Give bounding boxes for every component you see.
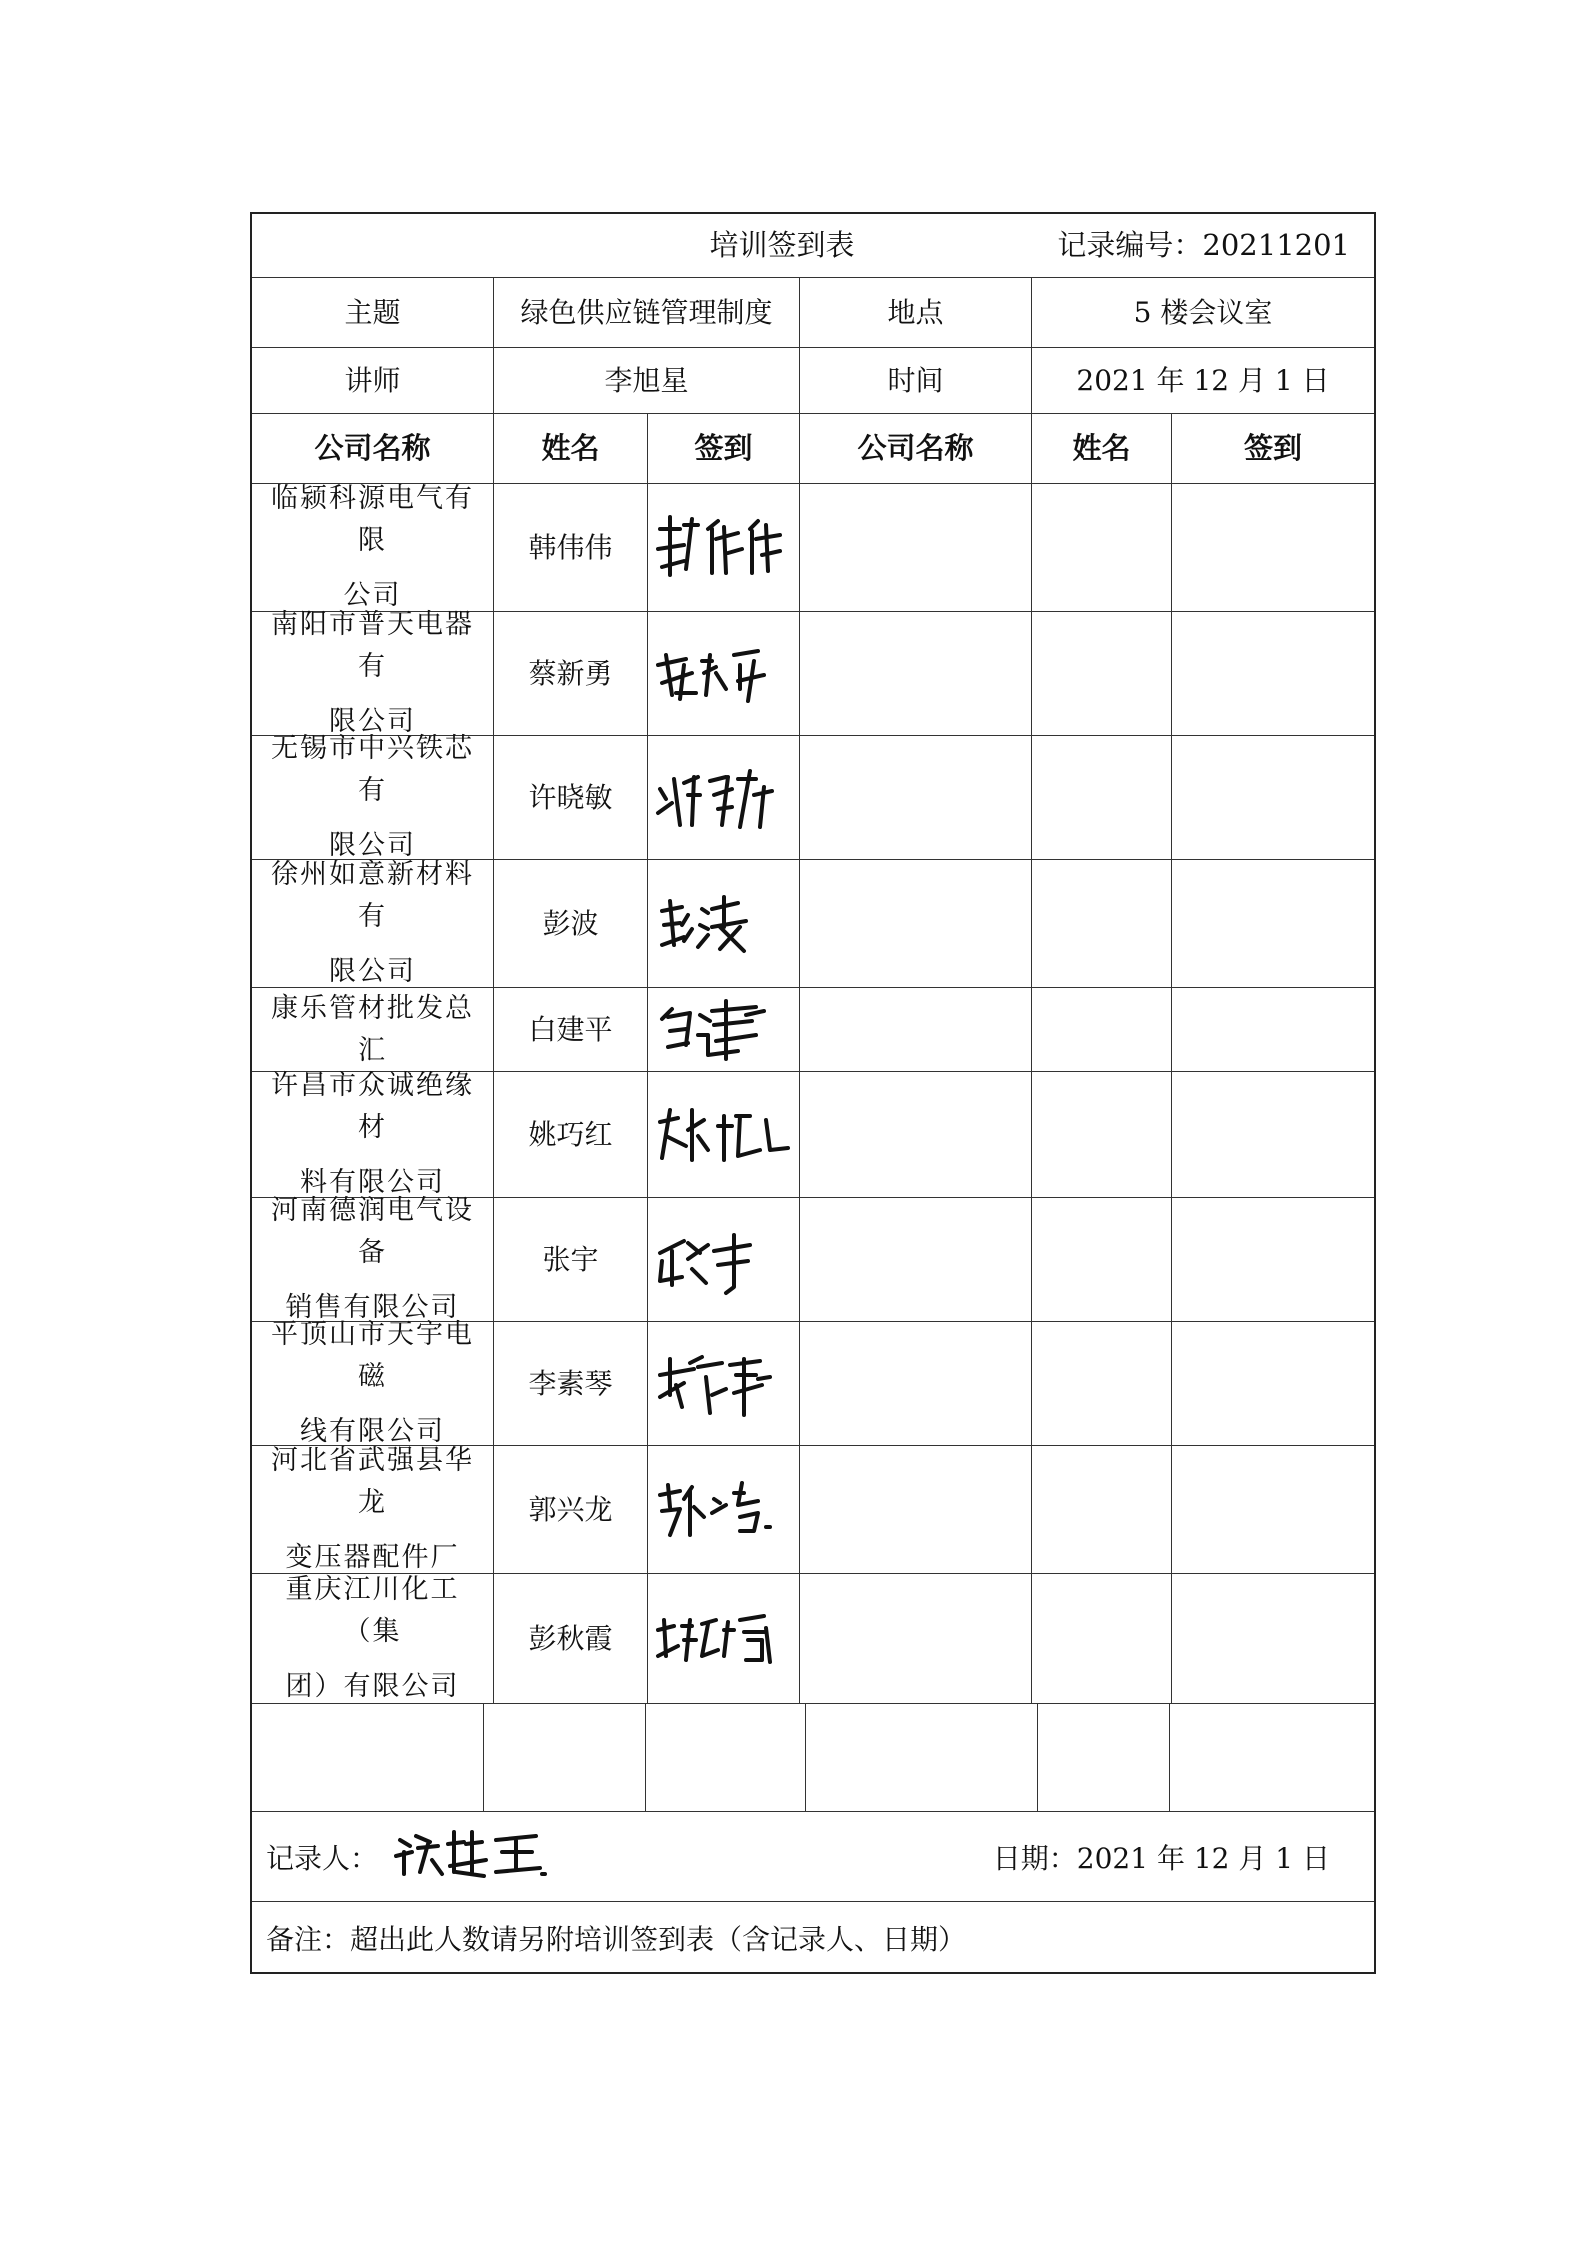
attendee-name: 姚巧红	[494, 1072, 648, 1197]
empty-cell	[1172, 1574, 1374, 1703]
attendee-signature	[648, 736, 800, 859]
col-sign-right: 签到	[1243, 431, 1302, 466]
col-company-left: 公司名称	[252, 414, 494, 483]
company-name-line1: 南阳市普天电器有	[271, 608, 474, 682]
time-value: 2021 年 12 月 1 日	[1076, 363, 1330, 397]
company-name-line1: 河南德润电气设备	[271, 1194, 474, 1268]
company-name	[252, 1446, 494, 1573]
col-sign-left: 签到	[648, 414, 800, 483]
attendee-row	[252, 1446, 1374, 1574]
signature-drawing	[654, 1471, 794, 1549]
attendee-name: 李素琴	[494, 1322, 648, 1445]
company-name-line2: 销售有限公司	[285, 1292, 460, 1324]
company-name-line2: 变压器配件厂	[285, 1542, 460, 1574]
attendee-name: 郭兴龙	[494, 1446, 648, 1573]
empty-cell	[1172, 1446, 1374, 1573]
empty-cell	[800, 612, 1032, 735]
lecturer-label: 讲师	[252, 348, 494, 413]
signature-drawing	[654, 1221, 794, 1299]
attendee-row	[252, 484, 1374, 612]
signature-drawing	[654, 991, 794, 1069]
attendee-name: 张宇	[494, 1198, 648, 1321]
empty-cell	[1032, 1198, 1172, 1321]
company-name	[252, 1318, 494, 1448]
company-name	[252, 1194, 494, 1324]
note-row	[252, 1902, 1374, 1974]
company-name-line1: 康乐管材批发总汇	[271, 992, 474, 1066]
company-name	[252, 732, 494, 862]
attendee-row	[252, 608, 1374, 738]
attendee-signature	[648, 1322, 800, 1445]
company-name-line1: 河北省武强县华龙	[271, 1444, 474, 1518]
signature-drawing	[654, 1096, 794, 1174]
lecturer-value: 李旭星	[494, 348, 800, 413]
attendee-name: 彭秋霞	[494, 1574, 648, 1703]
empty-cell	[800, 988, 1032, 1071]
empty-cell	[1032, 860, 1172, 987]
recorder-label: 记录人：	[266, 1841, 379, 1875]
attendee-row	[252, 860, 1374, 988]
company-name-line1: 徐州如意新材料有	[271, 858, 474, 932]
empty-cell	[800, 1072, 1032, 1197]
company-name	[252, 860, 494, 987]
record-number: 记录编号：20211201	[1057, 228, 1350, 263]
company-name-line1: 许昌市众诚绝缘材	[271, 1069, 474, 1143]
attendee-row	[252, 1194, 1374, 1324]
empty-cell	[1172, 1198, 1374, 1321]
company-name-line1: 重庆江川化工（集	[285, 1573, 460, 1647]
topic-label: 主题	[252, 278, 494, 347]
attendee-row	[252, 1318, 1374, 1448]
empty-cell	[1172, 860, 1374, 987]
empty-cell	[1172, 484, 1374, 611]
company-name-line2: 限公司	[329, 956, 416, 988]
company-name	[252, 484, 494, 611]
company-name-line1: 无锡市中兴铁芯有	[271, 732, 474, 806]
company-name-line1: 临颍科源电气有限	[271, 482, 474, 556]
attendee-signature	[648, 612, 800, 735]
attendee-signature	[648, 1446, 800, 1573]
empty-cell	[1032, 988, 1172, 1071]
location-label: 地点	[800, 278, 1032, 347]
company-name-line2: 限公司	[329, 830, 416, 862]
company-name-line2: 公司	[343, 580, 402, 612]
attendee-row	[252, 988, 1374, 1072]
attendee-signature	[648, 1198, 800, 1321]
signature-drawing	[654, 885, 794, 963]
empty-cell	[800, 484, 1032, 611]
attendee-signature	[648, 1574, 800, 1703]
company-name	[252, 1574, 494, 1703]
attendee-name: 蔡新勇	[494, 612, 648, 735]
attendee-name: 许晓敏	[494, 736, 648, 859]
signature-drawing	[654, 509, 794, 587]
empty-cell	[1032, 612, 1172, 735]
signature-drawing	[654, 759, 794, 837]
signature-drawing	[654, 1600, 794, 1678]
sheet-title: 培训签到表	[709, 228, 855, 263]
company-name-line1: 平顶山市天宇电磁	[271, 1318, 474, 1392]
company-name-line2: 料有限公司	[300, 1167, 445, 1199]
company-name	[252, 608, 494, 738]
empty-cell	[1032, 484, 1172, 611]
attendee-name: 韩伟伟	[494, 484, 648, 611]
attendee-name: 白建平	[494, 988, 648, 1071]
empty-row	[252, 1704, 1374, 1812]
empty-cell	[800, 1446, 1032, 1573]
empty-cell	[800, 1322, 1032, 1445]
col-name-left: 姓名	[494, 414, 648, 483]
record-date: 日期：2021 年 12 月 1 日	[992, 1841, 1330, 1875]
company-name-line2: 团）有限公司	[285, 1671, 460, 1703]
recorder-signature	[392, 1822, 552, 1890]
empty-cell	[800, 736, 1032, 859]
attendee-row	[252, 732, 1374, 862]
empty-cell	[1032, 1446, 1172, 1573]
attendee-signature	[648, 1072, 800, 1197]
title-row	[252, 214, 1374, 278]
empty-cell	[1172, 736, 1374, 859]
empty-cell	[1172, 1072, 1374, 1197]
empty-cell	[1032, 1322, 1172, 1445]
location-value: 5 楼会议室	[1133, 295, 1273, 329]
attendee-signature	[648, 988, 800, 1071]
attendee-row	[252, 1069, 1374, 1199]
topic-row	[252, 278, 1374, 348]
empty-cell	[1172, 612, 1374, 735]
empty-cell	[800, 1198, 1032, 1321]
col-name-right: 姓名	[1032, 414, 1172, 483]
company-name-line2: 线有限公司	[300, 1416, 445, 1448]
signature-drawing	[654, 1345, 794, 1423]
attendee-row	[252, 1574, 1374, 1704]
recorder-row	[252, 1812, 1374, 1902]
attendee-signature	[648, 484, 800, 611]
empty-cell	[800, 1574, 1032, 1703]
signature-drawing	[654, 635, 794, 713]
col-company-right: 公司名称	[800, 414, 1032, 483]
column-header-row	[252, 414, 1374, 484]
empty-cell	[1032, 736, 1172, 859]
company-name	[252, 1069, 494, 1199]
empty-cell	[800, 860, 1032, 987]
attendee-signature	[648, 860, 800, 987]
empty-cell	[1032, 1072, 1172, 1197]
time-label: 时间	[800, 348, 1032, 413]
company-name-line2: 限公司	[329, 706, 416, 738]
sign-in-sheet	[250, 212, 1376, 1974]
empty-cell	[1032, 1574, 1172, 1703]
company-name	[252, 988, 494, 1071]
topic-value: 绿色供应链管理制度	[494, 278, 800, 347]
lecturer-row	[252, 348, 1374, 414]
attendee-name: 彭波	[494, 860, 648, 987]
empty-cell	[1172, 988, 1374, 1071]
empty-cell	[1172, 1322, 1374, 1445]
note-text: 备注：超出此人数请另附培训签到表（含记录人、日期）	[266, 1923, 967, 1956]
